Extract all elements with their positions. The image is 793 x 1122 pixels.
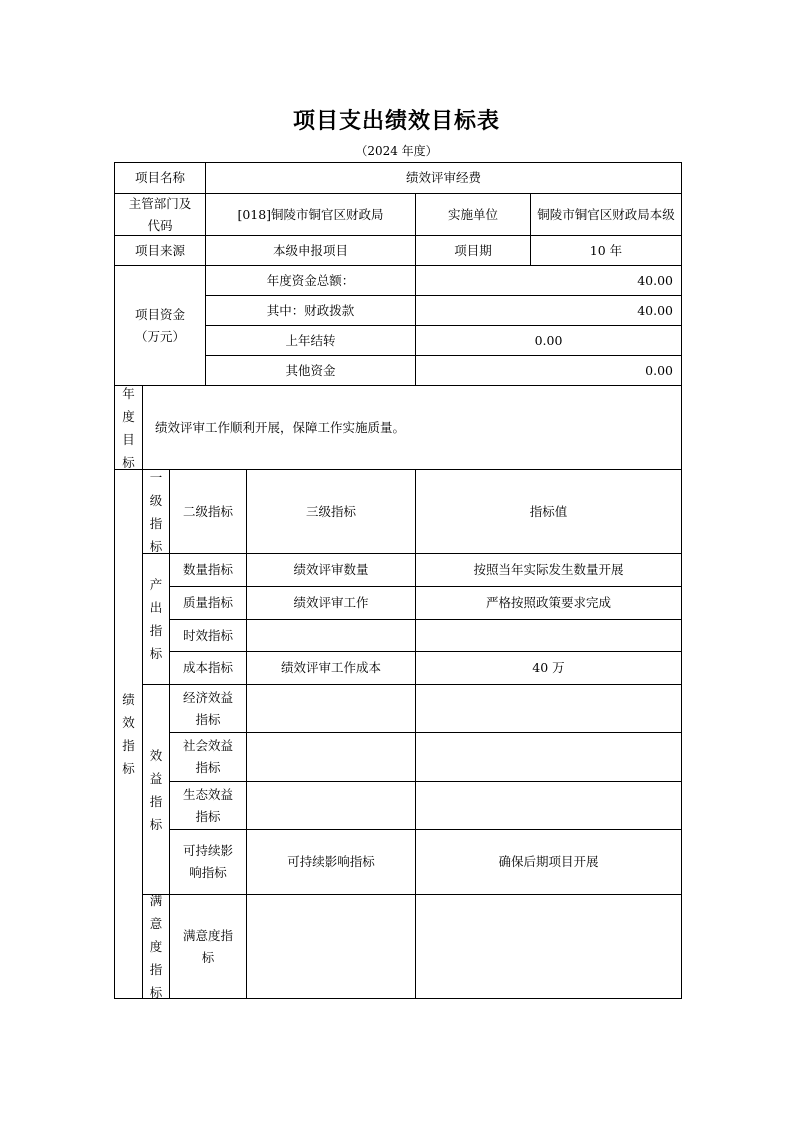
funds-total-label: 年度资金总额： — [205, 265, 415, 295]
value-header: 指标值 — [415, 469, 682, 553]
output-row-level3: 绩效评审数量 — [246, 553, 415, 586]
level1-header: 一 级 指 标 — [142, 469, 169, 553]
funds-label: 项目资金 （万元） — [114, 265, 205, 385]
output-row-value: 40 万 — [415, 651, 682, 684]
source-value: 本级申报项目 — [205, 235, 415, 265]
funds-fiscal-label: 其中：财政拨款 — [205, 295, 415, 325]
output-row-level2: 数量指标 — [169, 553, 246, 586]
satisfaction-level3 — [246, 894, 415, 999]
benefit-row-level2: 生态效益 指标 — [169, 781, 246, 829]
output-row-level3: 绩效评审工作 — [246, 586, 415, 619]
output-row-value — [415, 619, 682, 651]
benefit-row-level2: 可持续影 响指标 — [169, 829, 246, 894]
unit-label: 实施单位 — [415, 193, 530, 235]
output-row-value: 严格按照政策要求完成 — [415, 586, 682, 619]
satisfaction-label: 满 意 度 指 标 — [142, 894, 169, 999]
funds-total-value: 40.00 — [415, 265, 682, 295]
funds-carry-label: 上年结转 — [205, 325, 415, 355]
benefit-row-value — [415, 781, 682, 829]
page-title: 项目支出绩效目标表 — [292, 109, 500, 134]
level2-header: 二级指标 — [169, 469, 246, 553]
output-row-level2: 成本指标 — [169, 651, 246, 684]
source-label: 项目来源 — [114, 235, 205, 265]
funds-fiscal-value: 40.00 — [415, 295, 682, 325]
project-name-value: 绩效评审经费 — [205, 162, 682, 193]
output-row-level3: 绩效评审工作成本 — [246, 651, 415, 684]
period-value: 10 年 — [530, 235, 682, 265]
funds-carry-value: 0.00 — [415, 325, 682, 355]
period-label: 项目期 — [415, 235, 530, 265]
output-row-level2: 质量指标 — [169, 586, 246, 619]
funds-other-value: 0.00 — [415, 355, 682, 385]
output-row-value: 按照当年实际发生数量开展 — [415, 553, 682, 586]
goal-label: 年 度 目 标 — [114, 385, 142, 469]
benefit-label: 效 益 指 标 — [142, 684, 169, 894]
satisfaction-value — [415, 894, 682, 999]
unit-value: 铜陵市铜官区财政局本级 — [530, 193, 682, 235]
benefit-row-level3 — [246, 684, 415, 732]
benefit-row-value: 确保后期项目开展 — [415, 829, 682, 894]
funds-other-label: 其他资金 — [205, 355, 415, 385]
dept-value: [018]铜陵市铜官区财政局 — [205, 193, 415, 235]
benefit-row-level2: 社会效益 指标 — [169, 732, 246, 781]
benefit-row-level2: 经济效益 指标 — [169, 684, 246, 732]
benefit-row-level3: 可持续影响指标 — [246, 829, 415, 894]
benefit-row-value — [415, 732, 682, 781]
benefit-row-level3 — [246, 732, 415, 781]
satisfaction-level2: 满意度指 标 — [169, 894, 246, 999]
indicators-label: 绩 效 指 标 — [114, 469, 142, 999]
benefit-row-value — [415, 684, 682, 732]
goal-text: 绩效评审工作顺利开展，保障工作实施质量。 — [142, 385, 682, 469]
dept-label: 主管部门及 代码 — [114, 193, 205, 235]
level3-header: 三级指标 — [246, 469, 415, 553]
benefit-row-level3 — [246, 781, 415, 829]
page-subtitle: （2024 年度） — [355, 144, 438, 158]
output-row-level2: 时效指标 — [169, 619, 246, 651]
project-name-label: 项目名称 — [114, 162, 205, 193]
output-row-level3 — [246, 619, 415, 651]
output-label: 产 出 指 标 — [142, 553, 169, 684]
